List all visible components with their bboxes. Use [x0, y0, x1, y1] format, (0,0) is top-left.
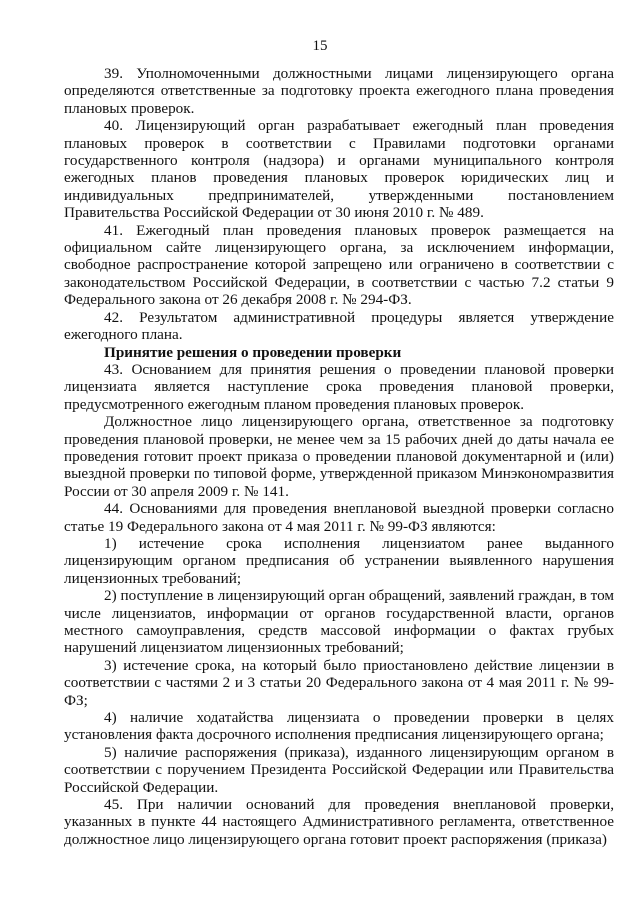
list-item-5: 5) наличие распоряжения (приказа), изданного лицензирующим органом в соответствии с поручением Президента Российской Федерации или Правительства Российской Федерации.	[64, 743, 614, 796]
paragraph-42: 42. Результатом административной процедуры является утверждение ежегодного плана.	[64, 308, 614, 344]
page-number: 15	[312, 38, 328, 54]
paragraph-40: 40. Лицензирующий орган разрабатывает ежегодный план проведения плановых проверок в соответствии с Правилами подготовки органами государственного контроля (надзора) и органами муниципального контроля ежегодных планов проведения плановых проверок юридических лиц и индивидуальных предпринимателей, утвержденными постановлением Правительства Российской Федерации от 30 июня 2010 г. № 489.	[64, 117, 614, 222]
list-item-1: 1) истечение срока исполнения лицензиатом ранее выданного лицензирующим органом предписания об устранении выявленного нарушения лицензионных требований;	[64, 534, 614, 587]
document-body	[64, 65, 614, 848]
paragraph-43-cont: Должностное лицо лицензирующего органа, ответственное за подготовку проведения плановой проверки, не менее чем за 15 рабочих дней до даты начала ее проведения готовит проект приказа о проведении плановой документарной и (или) выездной проверки по типовой форме, утвержденной приказом Минэкономразвития России от 30 апреля 2009 г. № 141.	[64, 413, 614, 500]
paragraph-41: 41. Ежегодный план проведения плановых проверок размещается на официальном сайте лицензирующего органа, за исключением информации, свободное распространение которой запрещено или ограничено в соответствии с законодательством Российской Федерации, в соответствии с частью 7.2 статьи 9 Федерального закона от 26 декабря 2008 г. № 294-ФЗ.	[64, 221, 614, 309]
paragraph-44: 44. Основаниями для проведения внеплановой выездной проверки согласно статье 19 Федерального закона от 4 мая 2011 г. № 99-ФЗ являются:	[64, 500, 614, 535]
list-item-2: 2) поступление в лицензирующий орган обращений, заявлений граждан, в том числе лицензиатов, информации от органов государственной власти, органов местного самоуправления, средств массовой информации о фактах грубых нарушений лицензиатом лицензионных требований;	[64, 587, 614, 657]
list-item-3: 3) истечение срока, на который было приостановлено действие лицензии в соответствии с частями 2 и 3 статьи 20 Федерального закона от 4 мая 2011 г. № 99-ФЗ;	[64, 656, 614, 709]
paragraph-45: 45. При наличии оснований для проведения внеплановой проверки, указанных в пункте 44 настоящего Административного регламента, ответственное должностное лицо лицензирующего органа готовит проект распоряжения (приказа)	[64, 796, 614, 848]
paragraph-39: 39. Уполномоченными должностными лицами лицензирующего органа определяются ответственные за подготовку проекта ежегодного плана проведения плановых проверок.	[64, 65, 614, 117]
section-heading: Принятие решения о проведении проверки	[104, 343, 402, 361]
list-item-4: 4) наличие ходатайства лицензиата о проведении проверки в целях установления факта досрочного исполнения предписания лицензирующего органа;	[64, 709, 614, 744]
paragraph-43: 43. Основанием для принятия решения о проведении плановой проверки лицензиата является наступление срока проведения плановой проверки, предусмотренного ежегодным планом проведения плановых проверок.	[64, 360, 614, 413]
